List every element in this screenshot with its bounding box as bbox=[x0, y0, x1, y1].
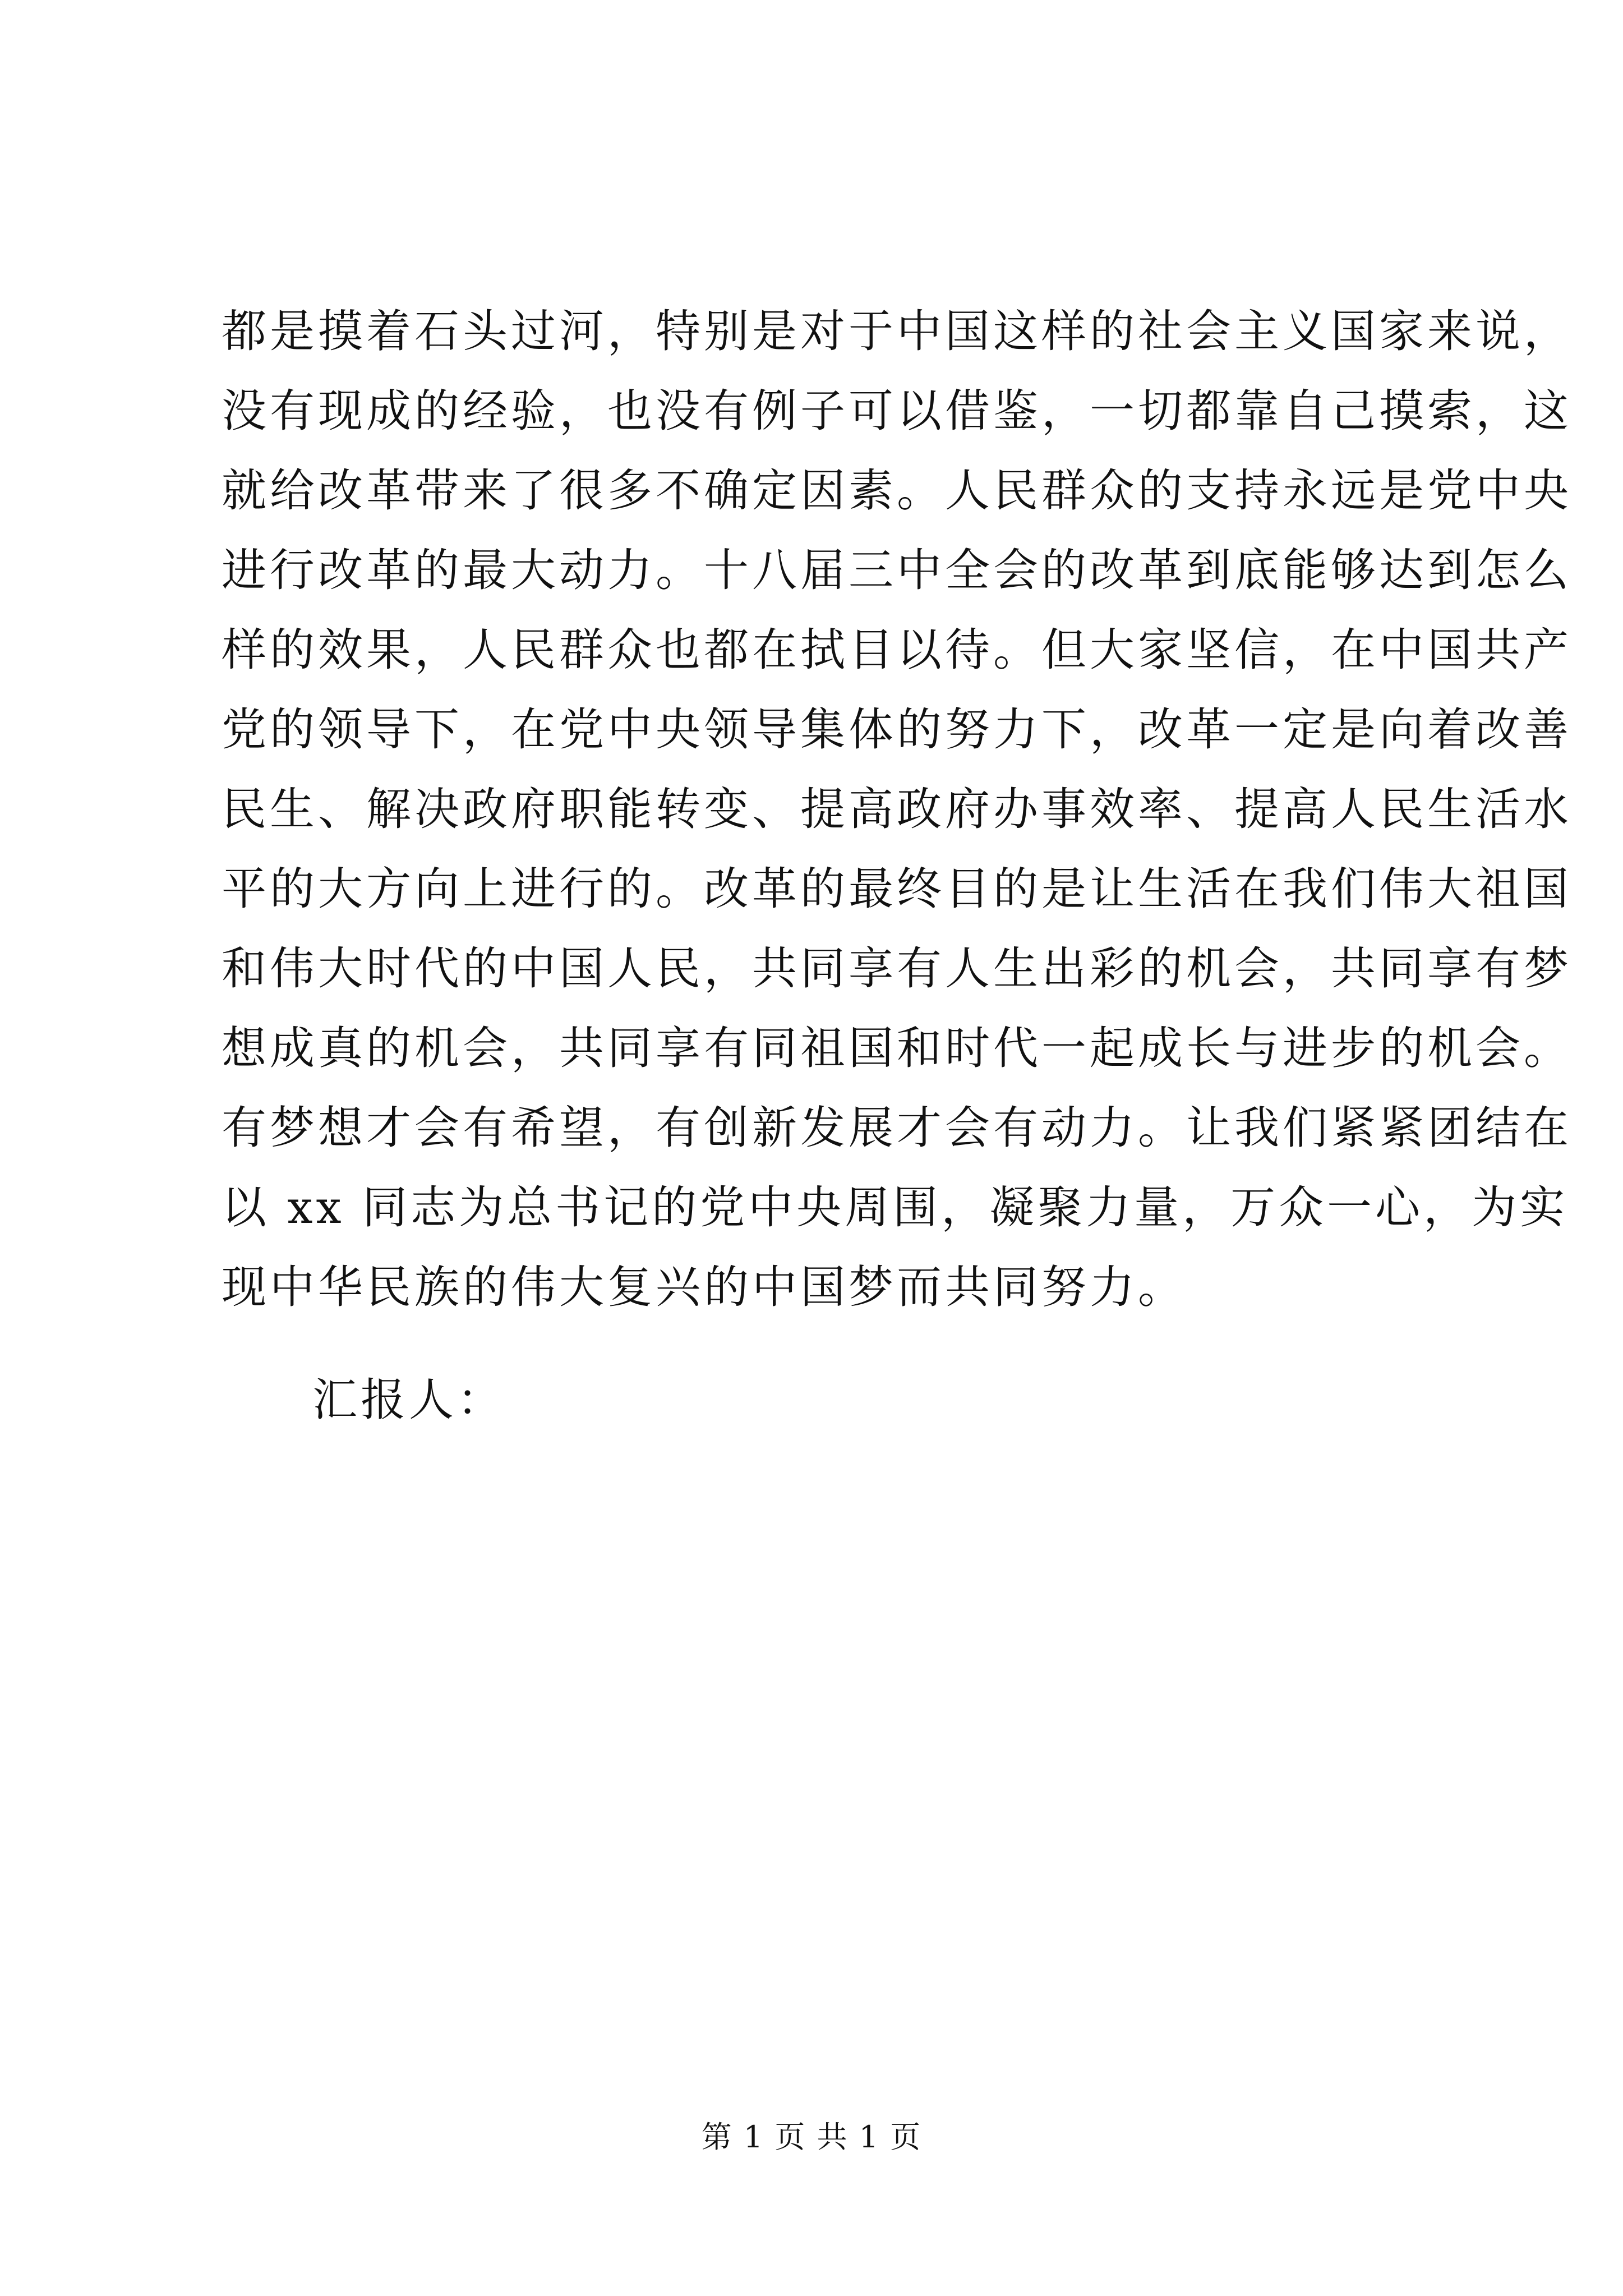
body-line: 都是摸着石头过河，特别是对于中国这样的社会主义国家来说， bbox=[222, 305, 1572, 357]
body-line: 平的大方向上进行的。改革的最终目的是让生活在我们伟大祖国 bbox=[222, 863, 1572, 915]
body-line: 现中华民族的伟大复兴的中国梦而共同努力。 bbox=[222, 1261, 1186, 1313]
body-line: 民生、解决政府职能转变、提高政府办事效率、提高人民生活水 bbox=[222, 783, 1572, 835]
body-line: 进行改革的最大动力。十八届三中全会的改革到底能够达到怎么 bbox=[222, 544, 1572, 596]
page-footer: 第 1 页 共 1 页 bbox=[701, 2119, 922, 2155]
body-line: 和伟大时代的中国人民，共同享有人生出彩的机会，共同享有梦 bbox=[222, 942, 1572, 995]
body-line: 想成真的机会，共同享有同祖国和时代一起成长与进步的机会。 bbox=[222, 1022, 1572, 1074]
body-line: 有梦想才会有希望，有创新发展才会有动力。让我们紧紧团结在 bbox=[222, 1102, 1572, 1154]
signature-label: 汇报人： bbox=[312, 1374, 505, 1426]
document-body bbox=[222, 292, 1572, 1327]
body-line: 样的效果，人民群众也都在拭目以待。但大家坚信，在中国共产 bbox=[222, 624, 1572, 676]
body-line: 没有现成的经验，也没有例子可以借鉴，一切都靠自己摸索，这 bbox=[222, 385, 1572, 437]
body-line: 以 xx 同志为总书记的党中央周围，凝聚力量，万众一心，为实 bbox=[222, 1181, 1569, 1234]
body-line: 就给改革带来了很多不确定因素。人民群众的支持永远是党中央 bbox=[222, 464, 1572, 517]
body-line: 党的领导下，在党中央领导集体的努力下，改革一定是向着改善 bbox=[222, 703, 1572, 756]
